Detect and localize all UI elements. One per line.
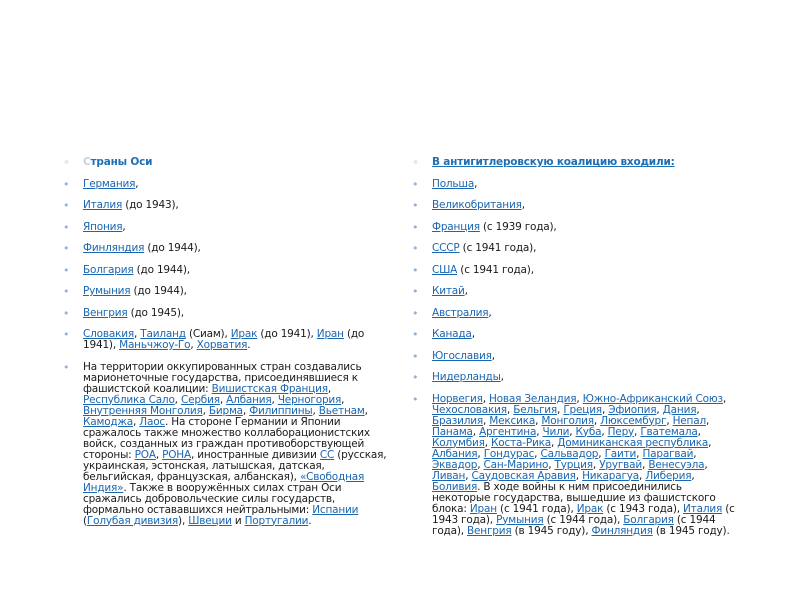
country-link[interactable]: Доминиканская республика — [557, 436, 709, 449]
item-text: , — [465, 469, 472, 482]
army-link[interactable]: Голубая дивизия — [86, 514, 179, 527]
item-text: (с 1941 года), — [457, 263, 534, 276]
country-link[interactable]: Италия — [683, 502, 723, 515]
item-text: (до 1944), — [133, 263, 190, 276]
list-item — [63, 243, 393, 254]
country-link[interactable]: Италия — [83, 199, 123, 211]
item-text: (до 1941), — [83, 328, 365, 351]
item-text: , — [133, 328, 141, 340]
country-link[interactable]: Болгария — [623, 513, 674, 526]
army-link[interactable]: СС — [319, 448, 335, 461]
item-text: (в 1945 году), — [511, 524, 592, 537]
item-text: , — [693, 447, 697, 460]
country-link[interactable]: Боливия — [432, 480, 478, 493]
country-link[interactable]: Словакия — [83, 328, 134, 340]
list-item — [63, 308, 393, 319]
item-text: , — [521, 199, 525, 211]
country-link[interactable]: Куба — [575, 425, 602, 438]
country-link[interactable]: Никарагуа — [582, 469, 640, 482]
country-link[interactable]: Черногория — [277, 393, 342, 406]
country-link[interactable]: СССР — [432, 242, 460, 254]
item-text: , иностранные дивизии — [190, 448, 320, 461]
item-text: , — [639, 469, 646, 482]
country-link[interactable]: Вишистская Франция — [211, 382, 328, 395]
country-link[interactable]: Иран — [469, 502, 497, 515]
country-link[interactable]: Финляндия — [591, 524, 653, 537]
country-link[interactable]: Вьетнам — [318, 404, 365, 417]
country-link[interactable]: Парагвай — [642, 447, 694, 460]
allies-column — [412, 157, 737, 547]
country-link[interactable]: Португалии — [244, 514, 309, 527]
item-text: , — [666, 414, 673, 427]
item-text: , — [341, 393, 345, 406]
country-link[interactable]: Румыния — [496, 513, 544, 526]
country-link[interactable]: Гаити — [604, 447, 637, 460]
item-text: , — [598, 447, 605, 460]
item-text: . — [308, 514, 312, 527]
country-link[interactable]: Чехословакия — [432, 403, 507, 416]
item-text: , — [135, 177, 139, 190]
item-text: (Сиам), — [185, 328, 231, 340]
item-text: , — [550, 436, 558, 449]
item-text: , — [557, 403, 564, 416]
item-text: (с 1943 года), — [603, 502, 684, 515]
item-text: , — [155, 448, 163, 461]
list-item — [63, 329, 393, 351]
item-text: (с 1939 года), — [479, 220, 557, 233]
country-link[interactable]: Албания — [226, 393, 272, 406]
item-text: . Также в вооружённых силах стран Оси сражались добровольческие силы государств, формально остававшихся нейтральными: — [83, 481, 342, 516]
item-text: (с 1944 года), — [543, 513, 624, 526]
list-item — [63, 179, 393, 190]
country-link[interactable]: Коста-Рика — [491, 436, 551, 449]
item-text: , — [642, 458, 649, 471]
country-link[interactable]: Иран — [316, 328, 344, 340]
item-text: ( — [83, 514, 87, 527]
item-text: (с 1941 года), — [496, 502, 577, 515]
country-link[interactable]: Ирак — [576, 502, 604, 515]
item-text: , — [575, 469, 583, 482]
country-link[interactable]: Венгрия — [83, 306, 128, 319]
country-link[interactable]: Внутренняя Монголия — [83, 404, 203, 417]
country-link[interactable]: Непал — [672, 414, 706, 427]
country-link[interactable]: Уругвай — [599, 458, 643, 471]
item-text: (до 1941), — [257, 328, 317, 340]
country-link[interactable]: Камоджа — [83, 415, 133, 428]
item-text: , — [271, 393, 278, 406]
item-text: , — [464, 285, 468, 297]
item-text: , — [219, 393, 227, 406]
country-link[interactable]: Бельгия — [513, 403, 558, 416]
country-link[interactable]: Канада — [432, 328, 472, 340]
item-text: , — [696, 403, 700, 416]
axis-powers-column — [63, 157, 393, 537]
country-link[interactable]: Дания — [662, 403, 697, 416]
country-link[interactable]: Южно-Африканский Союз — [582, 392, 723, 405]
country-link[interactable]: Мексика — [489, 414, 536, 427]
list-item — [412, 329, 737, 340]
item-text: , — [312, 404, 319, 417]
army-link[interactable]: РОНА — [162, 448, 191, 461]
country-link[interactable]: Испании — [312, 503, 359, 516]
item-text: , — [472, 425, 480, 438]
country-link[interactable]: Турция — [554, 458, 593, 471]
country-link[interactable]: Франция — [432, 220, 480, 233]
country-link[interactable]: Гондурас — [483, 447, 535, 460]
axis-heading-text: траны Оси — [90, 156, 153, 168]
item-text: , — [122, 220, 126, 233]
item-text: . На стороне Германии и Японии сражалось также множество коллаборационистских войск, созданных из граждан противоборствующей стороны: — [83, 415, 370, 461]
item-text: . В ходе войны к ним присоединились некоторые государства, вышедшие из фашистского блока: — [432, 480, 716, 515]
army-link[interactable]: РОА — [134, 448, 156, 461]
item-text: (до 1944), — [130, 285, 187, 297]
country-link[interactable]: Либерия — [645, 469, 692, 482]
item-text: , — [506, 403, 514, 416]
item-text: , — [601, 403, 609, 416]
item-text: (русская, украинская, эстонская, латышская, датская, бельгийская, французская, албанская), — [83, 448, 387, 483]
item-text: , — [242, 404, 250, 417]
item-text: , — [477, 447, 484, 460]
country-link[interactable]: Греция — [563, 403, 602, 416]
list-item — [412, 200, 737, 211]
country-link[interactable]: Сербия — [180, 393, 220, 406]
country-link[interactable]: Сан-Марино — [483, 458, 549, 471]
item-text: (до 1944), — [144, 242, 201, 254]
country-link[interactable]: Чили — [542, 425, 570, 438]
item-text: , — [548, 458, 555, 471]
item-text: , — [601, 425, 608, 438]
item-text: , — [474, 177, 478, 190]
country-link[interactable]: Гватемала — [640, 425, 698, 438]
item-text: , — [593, 414, 601, 427]
item-text: , — [500, 371, 504, 383]
country-link[interactable]: Финляндия — [83, 242, 145, 254]
list-item — [412, 222, 737, 233]
item-text: , — [708, 436, 712, 449]
item-text: , — [705, 414, 710, 427]
country-link[interactable]: Германия — [83, 177, 136, 190]
item-text: , — [576, 392, 583, 405]
country-link[interactable]: Аргентина — [479, 425, 537, 438]
country-link[interactable]: США — [432, 263, 458, 276]
item-text: , — [174, 393, 181, 406]
item-text: , — [636, 447, 643, 460]
item-text: , — [535, 414, 542, 427]
allies-heading: • В антигитлеровскую коалицию входили: — [412, 157, 737, 168]
item-text: , — [722, 392, 727, 405]
item-text: , — [488, 306, 492, 319]
country-link[interactable]: Сальвадор — [540, 447, 599, 460]
item-text: , — [697, 425, 701, 438]
item-text: ), — [178, 514, 189, 527]
army-link[interactable]: «Свободная Индия» — [83, 470, 365, 494]
country-link[interactable]: Эфиопия — [608, 403, 657, 416]
item-text: , — [327, 382, 332, 395]
country-link[interactable]: Монголия — [541, 414, 594, 427]
item-text: , — [484, 436, 492, 449]
country-link[interactable]: Филиппины — [249, 404, 313, 417]
item-text: , — [536, 425, 543, 438]
country-link[interactable]: Маньчжоу-Го — [119, 339, 191, 351]
country-link[interactable]: Австралия — [432, 306, 489, 319]
item-text: . — [247, 339, 251, 351]
item-text: (до 1945), — [127, 306, 184, 319]
item-text: На территории оккупированных стран создавались марионеточные государства, присоединявшиеся к фашистской коалиции: — [83, 360, 362, 395]
item-text: , — [364, 404, 368, 417]
country-link[interactable]: Таиланд — [140, 328, 186, 340]
item-text: , — [190, 339, 197, 351]
country-link[interactable]: Новая Зеландия — [488, 392, 577, 405]
item-text: , — [202, 404, 209, 417]
item-text: , — [534, 447, 541, 460]
list-item — [412, 351, 737, 362]
country-link[interactable]: Лаос — [139, 415, 166, 428]
country-link[interactable]: Ливан — [432, 469, 466, 482]
country-link[interactable]: Бирма — [208, 404, 243, 417]
item-text: , — [569, 425, 576, 438]
country-link[interactable]: Панама — [432, 425, 473, 438]
country-link[interactable]: Китай — [432, 285, 465, 297]
country-link[interactable]: Румыния — [83, 285, 131, 297]
country-link[interactable]: Албания — [432, 447, 478, 460]
country-link[interactable]: Колумбия — [432, 436, 485, 449]
item-text: , — [477, 458, 484, 471]
item-text: , — [491, 349, 495, 362]
axis-heading-first-letter: С — [83, 156, 91, 168]
country-link[interactable]: Люксембург — [600, 414, 667, 427]
list-item — [412, 243, 737, 254]
item-text: , — [133, 415, 140, 428]
list-item — [63, 362, 393, 527]
list-item — [412, 286, 737, 297]
list-item — [412, 394, 737, 537]
country-link[interactable]: Ирак — [230, 328, 258, 340]
list-item — [63, 222, 393, 233]
item-text: , — [691, 469, 695, 482]
country-link[interactable]: Перу — [607, 425, 635, 438]
list-item — [63, 265, 393, 276]
country-link[interactable]: Болгария — [83, 263, 134, 276]
axis-powers-list — [63, 157, 393, 527]
country-link[interactable]: Великобритания — [432, 199, 522, 211]
country-link[interactable]: Швеции — [188, 514, 232, 527]
item-text: (с 1944 года), — [432, 513, 716, 537]
item-text: , — [656, 403, 663, 416]
country-link[interactable]: Венесуэла — [648, 458, 705, 471]
list-item — [63, 286, 393, 297]
item-text: (с 1943 года), — [432, 502, 735, 526]
list-item — [412, 372, 737, 383]
axis-powers-heading — [63, 157, 393, 168]
country-link[interactable]: Норвегия — [432, 392, 483, 405]
item-text: (в 1945 году). — [652, 524, 730, 537]
item-text: (до 1943), — [122, 199, 179, 211]
allies-list — [412, 157, 737, 537]
country-link[interactable]: Япония — [83, 220, 123, 233]
country-link[interactable]: Нидерланды — [432, 371, 501, 383]
list-item — [412, 265, 737, 276]
country-link[interactable]: Венгрия — [467, 524, 512, 537]
item-text: и — [231, 514, 245, 527]
country-link[interactable]: Югославия — [432, 349, 492, 362]
item-text: , — [471, 328, 475, 340]
list-item — [412, 308, 737, 319]
item-text: , — [592, 458, 600, 471]
item-text: (с 1941 года), — [459, 242, 537, 254]
item-text: , — [634, 425, 641, 438]
list-item — [412, 179, 737, 190]
list-item — [63, 200, 393, 211]
country-link[interactable]: Эквадор — [432, 458, 478, 471]
item-text: , — [482, 414, 490, 427]
item-text: , — [704, 458, 708, 471]
country-link[interactable]: Саудовская Аравия — [471, 469, 576, 482]
country-link[interactable]: Польша — [432, 177, 475, 190]
item-text: , — [482, 392, 489, 405]
country-link[interactable]: Бразилия — [432, 414, 483, 427]
country-link[interactable]: Республика Сало — [83, 393, 175, 406]
country-link[interactable]: Хорватия — [196, 339, 248, 351]
